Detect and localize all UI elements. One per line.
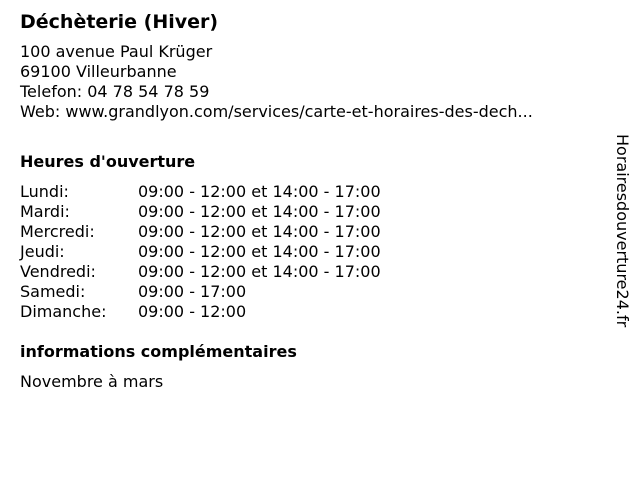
day-label: Jeudi: bbox=[20, 242, 65, 261]
website-link: Web: www.grandlyon.com/services/carte-et-horaires-des-dech... bbox=[20, 102, 533, 121]
hours-row bbox=[20, 262, 600, 282]
hours-row bbox=[20, 302, 600, 322]
info-text: Novembre à mars bbox=[20, 372, 164, 391]
day-label: Samedi: bbox=[20, 282, 86, 301]
time-range: 09:00 - 12:00 et 14:00 - 17:00 bbox=[138, 262, 381, 281]
day-label: Mercredi: bbox=[20, 222, 95, 241]
hours-row bbox=[20, 182, 600, 202]
info-heading: informations complémentaires bbox=[20, 342, 297, 361]
time-range: 09:00 - 12:00 et 14:00 - 17:00 bbox=[138, 202, 381, 221]
time-range: 09:00 - 12:00 et 14:00 - 17:00 bbox=[138, 242, 381, 261]
phone-number: Telefon: 04 78 54 78 59 bbox=[20, 82, 210, 101]
time-range: 09:00 - 12:00 et 14:00 - 17:00 bbox=[138, 182, 381, 201]
day-label: Vendredi: bbox=[20, 262, 96, 281]
page-title: Déchèterie (Hiver) bbox=[20, 11, 219, 33]
time-range: 09:00 - 12:00 bbox=[138, 302, 247, 321]
day-label: Lundi: bbox=[20, 182, 69, 201]
address-block bbox=[20, 42, 600, 122]
hours-row bbox=[20, 242, 600, 262]
hours-heading: Heures d'ouverture bbox=[20, 152, 196, 171]
hours-row bbox=[20, 222, 600, 242]
watermark-text: Horairesdouverture24.fr bbox=[613, 134, 632, 328]
time-range: 09:00 - 17:00 bbox=[138, 282, 247, 301]
opening-hours-card bbox=[20, 10, 600, 392]
hours-row bbox=[20, 282, 600, 302]
hours-list bbox=[20, 182, 600, 322]
hours-row bbox=[20, 202, 600, 222]
time-range: 09:00 - 12:00 et 14:00 - 17:00 bbox=[138, 222, 381, 241]
street-address: 100 avenue Paul Krüger bbox=[20, 42, 213, 61]
day-label: Dimanche: bbox=[20, 302, 107, 321]
day-label: Mardi: bbox=[20, 202, 70, 221]
city-address: 69100 Villeurbanne bbox=[20, 62, 177, 81]
